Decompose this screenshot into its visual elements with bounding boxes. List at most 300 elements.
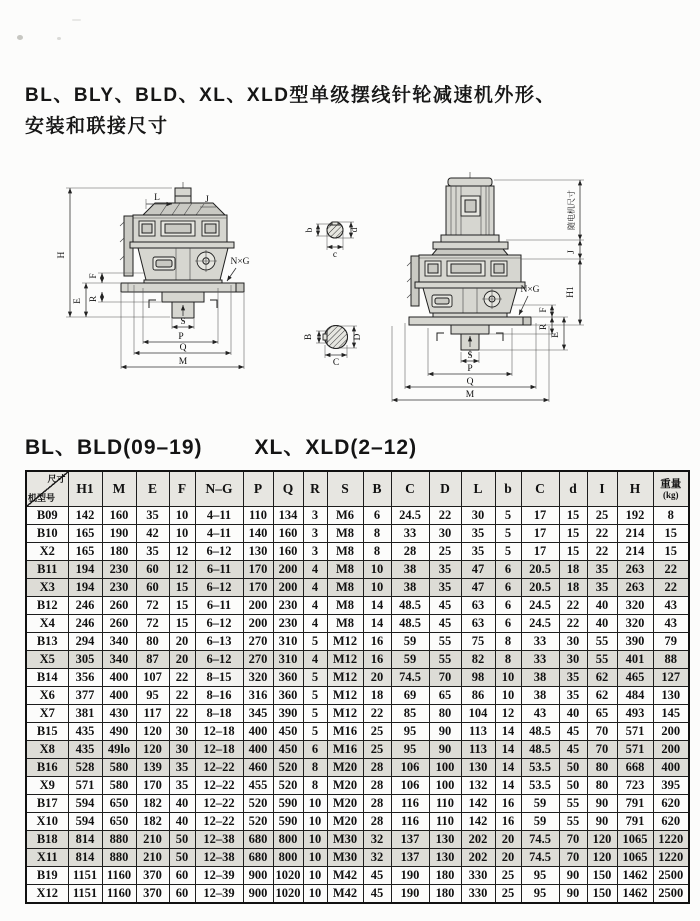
value-cell: 435 <box>68 723 102 741</box>
value-cell: 35 <box>461 543 495 561</box>
value-cell: 70 <box>587 741 617 759</box>
dim-label-d-small: d <box>350 227 360 233</box>
value-cell: 150 <box>587 885 617 904</box>
value-cell: 130 <box>429 831 461 849</box>
value-cell: 59 <box>391 633 429 651</box>
value-cell: 12–22 <box>195 777 243 795</box>
column-header: S <box>327 471 363 507</box>
value-cell: 6–12 <box>195 615 243 633</box>
value-cell: 65 <box>587 705 617 723</box>
value-cell: 110 <box>429 795 461 813</box>
value-cell: 32 <box>363 831 391 849</box>
value-cell: 45 <box>363 867 391 885</box>
left-view-reducer <box>57 182 250 369</box>
value-cell: 2500 <box>653 885 689 904</box>
value-cell: 650 <box>102 813 136 831</box>
value-cell: 230 <box>102 579 136 597</box>
model-cell: X5 <box>26 651 68 669</box>
value-cell: 49lo <box>102 741 136 759</box>
table-row <box>26 831 689 849</box>
value-cell: 20.5 <box>521 561 559 579</box>
value-cell: 180 <box>429 867 461 885</box>
dim-label-r: R <box>89 295 99 303</box>
value-cell: 85 <box>391 705 429 723</box>
value-cell: 4 <box>303 615 327 633</box>
value-cell: 6 <box>495 561 521 579</box>
model-cell: X11 <box>26 849 68 867</box>
value-cell: 15 <box>559 543 587 561</box>
value-cell: 130 <box>429 849 461 867</box>
table-row <box>26 579 689 597</box>
value-cell: 120 <box>587 831 617 849</box>
model-cell: X4 <box>26 615 68 633</box>
value-cell: 202 <box>461 849 495 867</box>
value-cell: 70 <box>587 723 617 741</box>
table-row <box>26 687 689 705</box>
value-cell: 8 <box>303 777 327 795</box>
value-cell: 53.5 <box>521 759 559 777</box>
value-cell: 28 <box>363 795 391 813</box>
value-cell: 80 <box>587 777 617 795</box>
value-cell: 160 <box>273 543 303 561</box>
value-cell: 72 <box>136 597 169 615</box>
value-cell: M30 <box>327 849 363 867</box>
table-row <box>26 669 689 687</box>
dim-label-j-right: J <box>567 250 577 254</box>
model-cell: X7 <box>26 705 68 723</box>
value-cell: 142 <box>68 507 102 525</box>
value-cell: 25 <box>495 867 521 885</box>
value-cell: M12 <box>327 705 363 723</box>
dim-label-h1: H1 <box>566 286 576 298</box>
table-row <box>26 723 689 741</box>
value-cell: 294 <box>68 633 102 651</box>
value-cell: 30 <box>559 651 587 669</box>
value-cell: 82 <box>461 651 495 669</box>
value-cell: 170 <box>243 561 273 579</box>
dimension-table <box>25 470 690 904</box>
value-cell: 190 <box>102 525 136 543</box>
value-cell: 165 <box>68 525 102 543</box>
value-cell: 320 <box>243 669 273 687</box>
value-cell: 25 <box>587 507 617 525</box>
value-cell: 370 <box>136 885 169 904</box>
dim-label-f-right: F <box>539 307 549 313</box>
value-cell: 200 <box>243 597 273 615</box>
value-cell: 28 <box>363 777 391 795</box>
dim-label-h: H <box>57 251 67 259</box>
value-cell: 200 <box>273 561 303 579</box>
value-cell: 400 <box>102 669 136 687</box>
model-cell: B17 <box>26 795 68 813</box>
value-cell: 14 <box>495 723 521 741</box>
value-cell: 28 <box>391 543 429 561</box>
value-cell: 5 <box>495 507 521 525</box>
value-cell: 137 <box>391 849 429 867</box>
value-cell: 16 <box>363 651 391 669</box>
value-cell: 6–13 <box>195 633 243 651</box>
value-cell: 3 <box>303 525 327 543</box>
value-cell: 22 <box>363 705 391 723</box>
value-cell: 12 <box>169 543 195 561</box>
value-cell: 360 <box>273 687 303 705</box>
value-cell: 194 <box>68 561 102 579</box>
dim-label-nxg-left: N×G <box>230 257 250 267</box>
model-cell: B19 <box>26 867 68 885</box>
value-cell: 165 <box>68 543 102 561</box>
value-cell: M20 <box>327 777 363 795</box>
value-cell: 5 <box>495 525 521 543</box>
value-cell: 28 <box>363 759 391 777</box>
value-cell: 40 <box>169 813 195 831</box>
value-cell: 32 <box>363 849 391 867</box>
value-cell: 60 <box>136 579 169 597</box>
value-cell: 35 <box>169 759 195 777</box>
value-cell: 140 <box>243 525 273 543</box>
value-cell: 25 <box>363 741 391 759</box>
value-cell: 170 <box>243 579 273 597</box>
value-cell: 74.5 <box>521 849 559 867</box>
scan-speck <box>57 37 61 40</box>
value-cell: 22 <box>169 687 195 705</box>
value-cell: 160 <box>102 507 136 525</box>
value-cell: 38 <box>521 687 559 705</box>
value-cell: 20 <box>495 849 521 867</box>
value-cell: 35 <box>136 543 169 561</box>
column-header: C <box>521 471 559 507</box>
value-cell: 12–22 <box>195 759 243 777</box>
value-cell: M6 <box>327 507 363 525</box>
value-cell: 200 <box>273 579 303 597</box>
value-cell: 5 <box>303 705 327 723</box>
value-cell: 12–22 <box>195 813 243 831</box>
table-row <box>26 561 689 579</box>
column-header: R <box>303 471 327 507</box>
value-cell: 214 <box>617 543 653 561</box>
value-cell: 15 <box>559 507 587 525</box>
value-cell: 10 <box>303 849 327 867</box>
value-cell: 345 <box>243 705 273 723</box>
value-cell: 260 <box>102 597 136 615</box>
column-header: b <box>495 471 521 507</box>
column-header: N–G <box>195 471 243 507</box>
value-cell: 120 <box>136 723 169 741</box>
value-cell: 520 <box>273 777 303 795</box>
series-subtitle-right: XL、XLD(2–12) <box>254 436 418 459</box>
value-cell: M16 <box>327 741 363 759</box>
value-cell: 59 <box>391 651 429 669</box>
value-cell: 316 <box>243 687 273 705</box>
value-cell: 45 <box>559 741 587 759</box>
value-cell: 8 <box>495 633 521 651</box>
value-cell: 142 <box>461 813 495 831</box>
table-row <box>26 543 689 561</box>
value-cell: 10 <box>495 687 521 705</box>
value-cell: 90 <box>587 813 617 831</box>
dim-label-nxg-right: N×G <box>520 285 540 295</box>
value-cell: 620 <box>653 795 689 813</box>
value-cell: 6–11 <box>195 597 243 615</box>
value-cell: 381 <box>68 705 102 723</box>
value-cell: 48.5 <box>521 741 559 759</box>
value-cell: 230 <box>273 615 303 633</box>
corner-label-size: 尺寸 <box>47 474 66 484</box>
model-cell: X2 <box>26 543 68 561</box>
value-cell: 17 <box>521 543 559 561</box>
value-cell: 330 <box>461 867 495 885</box>
value-cell: M8 <box>327 525 363 543</box>
value-cell: 70 <box>429 669 461 687</box>
value-cell: 493 <box>617 705 653 723</box>
value-cell: 12–38 <box>195 849 243 867</box>
value-cell: M8 <box>327 615 363 633</box>
value-cell: 79 <box>653 633 689 651</box>
dim-label-d-large: D <box>353 333 363 341</box>
value-cell: 520 <box>243 795 273 813</box>
model-cell: B14 <box>26 669 68 687</box>
value-cell: 180 <box>102 543 136 561</box>
dim-label-q: Q <box>179 343 187 353</box>
shaft-section-small <box>305 222 360 260</box>
value-cell: 150 <box>587 867 617 885</box>
dim-label-e-right: E <box>551 332 561 338</box>
value-cell: 30 <box>169 741 195 759</box>
value-cell: 45 <box>363 885 391 904</box>
value-cell: 1160 <box>102 885 136 904</box>
value-cell: 30 <box>169 723 195 741</box>
value-cell: 35 <box>136 507 169 525</box>
value-cell: 330 <box>461 885 495 904</box>
table-row <box>26 615 689 633</box>
value-cell: 45 <box>429 615 461 633</box>
dim-label-m: M <box>178 357 188 367</box>
value-cell: 55 <box>429 651 461 669</box>
value-cell: 139 <box>136 759 169 777</box>
model-cell: B16 <box>26 759 68 777</box>
value-cell: 360 <box>273 669 303 687</box>
value-cell: 15 <box>169 597 195 615</box>
dim-label-c-large: C <box>332 358 340 368</box>
corner-label-model: 机型号 <box>28 493 56 503</box>
value-cell: 50 <box>169 849 195 867</box>
value-cell: M8 <box>327 543 363 561</box>
value-cell: 47 <box>461 561 495 579</box>
value-cell: M42 <box>327 867 363 885</box>
value-cell: 113 <box>461 723 495 741</box>
value-cell: 814 <box>68 849 102 867</box>
dim-label-e: E <box>73 298 83 304</box>
value-cell: 4 <box>303 597 327 615</box>
value-cell: 15 <box>653 543 689 561</box>
value-cell: 117 <box>136 705 169 723</box>
value-cell: 12–18 <box>195 741 243 759</box>
value-cell: 460 <box>243 759 273 777</box>
table-row <box>26 507 689 525</box>
value-cell: 194 <box>68 579 102 597</box>
value-cell: 90 <box>559 867 587 885</box>
dim-label-m-right: M <box>465 390 475 400</box>
value-cell: 528 <box>68 759 102 777</box>
value-cell: 18 <box>363 687 391 705</box>
value-cell: 132 <box>461 777 495 795</box>
value-cell: 30 <box>461 507 495 525</box>
model-cell: X12 <box>26 885 68 904</box>
table-row <box>26 813 689 831</box>
value-cell: 130 <box>461 759 495 777</box>
value-cell: 10 <box>303 867 327 885</box>
dim-label-p-right: P <box>467 364 473 374</box>
right-view-reducer-motor <box>392 172 584 402</box>
value-cell: 50 <box>169 831 195 849</box>
table-row <box>26 525 689 543</box>
value-cell: 12–39 <box>195 867 243 885</box>
value-cell: 55 <box>429 633 461 651</box>
value-cell: 6 <box>363 507 391 525</box>
dim-label-p: P <box>178 332 184 342</box>
value-cell: 900 <box>243 867 273 885</box>
value-cell: 15 <box>653 525 689 543</box>
column-header: H1 <box>68 471 102 507</box>
value-cell: 10 <box>169 507 195 525</box>
value-cell: 40 <box>169 795 195 813</box>
dim-label-r-right: R <box>539 323 549 331</box>
value-cell: 6–11 <box>195 561 243 579</box>
value-cell: 4 <box>303 561 327 579</box>
value-cell: 12–18 <box>195 723 243 741</box>
value-cell: 668 <box>617 759 653 777</box>
value-cell: 5 <box>303 669 327 687</box>
column-header: F <box>169 471 195 507</box>
value-cell: 24.5 <box>521 597 559 615</box>
column-header: L <box>461 471 495 507</box>
value-cell: 4–11 <box>195 525 243 543</box>
table-row <box>26 651 689 669</box>
column-header: C <box>391 471 429 507</box>
value-cell: 590 <box>273 813 303 831</box>
column-header: D <box>429 471 461 507</box>
value-cell: 70 <box>559 849 587 867</box>
value-cell: 22 <box>169 669 195 687</box>
value-cell: 50 <box>559 777 587 795</box>
value-cell: 48.5 <box>521 723 559 741</box>
column-header: P <box>243 471 273 507</box>
value-cell: M12 <box>327 633 363 651</box>
value-cell: 110 <box>243 507 273 525</box>
table-row <box>26 705 689 723</box>
value-cell: 14 <box>363 597 391 615</box>
value-cell: 18 <box>559 579 587 597</box>
value-cell: 594 <box>68 795 102 813</box>
value-cell: 35 <box>559 669 587 687</box>
value-cell: 127 <box>653 669 689 687</box>
value-cell: 10 <box>303 831 327 849</box>
dim-label-s-right: S <box>467 351 473 361</box>
table-row <box>26 885 689 904</box>
value-cell: 70 <box>559 831 587 849</box>
value-cell: 190 <box>391 867 429 885</box>
model-cell: B11 <box>26 561 68 579</box>
page-title <box>25 80 556 142</box>
value-cell: 390 <box>273 705 303 723</box>
series-subtitle-left: BL、BLD(09–19) <box>25 436 203 459</box>
value-cell: 200 <box>653 723 689 741</box>
value-cell: 134 <box>273 507 303 525</box>
value-cell: 90 <box>429 723 461 741</box>
value-cell: 12 <box>169 561 195 579</box>
value-cell: 6 <box>495 579 521 597</box>
table-row <box>26 795 689 813</box>
value-cell: 38 <box>521 669 559 687</box>
value-cell: 10 <box>363 579 391 597</box>
value-cell: 5 <box>303 723 327 741</box>
dim-label-q-right: Q <box>466 377 474 387</box>
value-cell: 43 <box>653 615 689 633</box>
value-cell: 10 <box>303 795 327 813</box>
value-cell: 95 <box>391 723 429 741</box>
value-cell: 62 <box>587 687 617 705</box>
value-cell: 10 <box>303 813 327 831</box>
value-cell: M12 <box>327 651 363 669</box>
value-cell: 270 <box>243 651 273 669</box>
model-cell: B13 <box>26 633 68 651</box>
value-cell: 1065 <box>617 831 653 849</box>
value-cell: 182 <box>136 795 169 813</box>
value-cell: 4 <box>303 579 327 597</box>
value-cell: 80 <box>136 633 169 651</box>
value-cell: M20 <box>327 813 363 831</box>
value-cell: 106 <box>391 777 429 795</box>
value-cell: 3 <box>303 543 327 561</box>
value-cell: 35 <box>169 777 195 795</box>
value-cell: 8–18 <box>195 705 243 723</box>
value-cell: 8–16 <box>195 687 243 705</box>
value-cell: 356 <box>68 669 102 687</box>
value-cell: 142 <box>461 795 495 813</box>
value-cell: 59 <box>521 795 559 813</box>
value-cell: 120 <box>587 849 617 867</box>
dim-label-b-small: b <box>305 227 315 233</box>
value-cell: 88 <box>653 651 689 669</box>
value-cell: 40 <box>559 705 587 723</box>
value-cell: 210 <box>136 831 169 849</box>
value-cell: 116 <box>391 813 429 831</box>
table-row <box>26 867 689 885</box>
value-cell: 6 <box>495 597 521 615</box>
value-cell: 95 <box>136 687 169 705</box>
model-cell: X6 <box>26 687 68 705</box>
value-cell: M20 <box>327 759 363 777</box>
value-cell: 8 <box>303 759 327 777</box>
value-cell: 74.5 <box>521 831 559 849</box>
series-subtitle <box>25 431 417 461</box>
value-cell: 95 <box>521 885 559 904</box>
value-cell: 320 <box>617 615 653 633</box>
table-row <box>26 633 689 651</box>
value-cell: 180 <box>429 885 461 904</box>
value-cell: M8 <box>327 579 363 597</box>
value-cell: M30 <box>327 831 363 849</box>
value-cell: 340 <box>102 651 136 669</box>
value-cell: 571 <box>68 777 102 795</box>
value-cell: 6 <box>495 615 521 633</box>
table-header-row <box>26 471 689 507</box>
value-cell: 8 <box>653 507 689 525</box>
value-cell: 435 <box>68 741 102 759</box>
value-cell: M42 <box>327 885 363 904</box>
value-cell: M8 <box>327 561 363 579</box>
value-cell: 4 <box>303 651 327 669</box>
value-cell: 400 <box>243 723 273 741</box>
